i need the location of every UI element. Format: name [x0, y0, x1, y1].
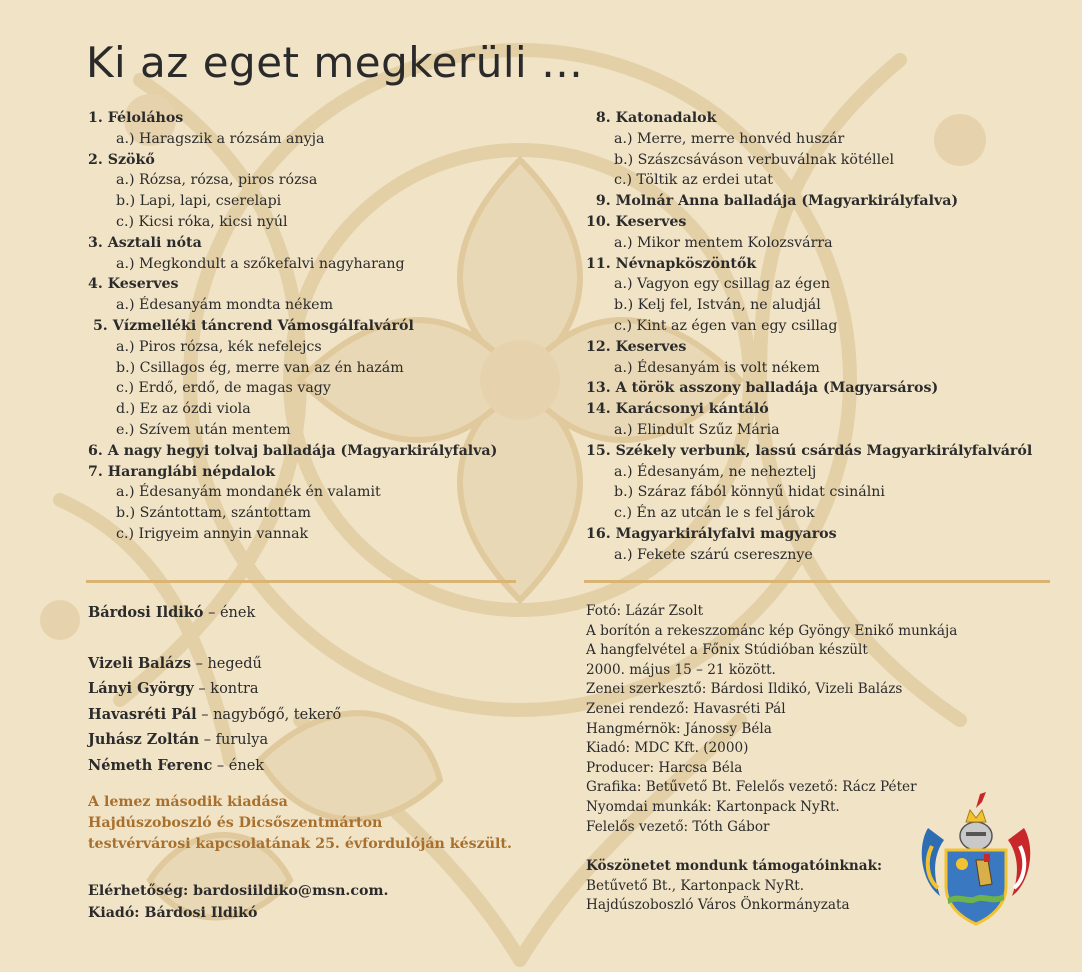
- performer-name: Lányi György: [88, 680, 194, 697]
- publisher: Kiadó: Bárdosi Ildikó: [88, 904, 258, 921]
- track-title: 12. Keserves: [586, 338, 687, 355]
- divider-left: [86, 580, 516, 583]
- track-subitem: b.) Szántottam, szántottam: [116, 505, 311, 522]
- track-subitem: b.) Száraz fából könnyű hidat csinálni: [614, 484, 885, 501]
- track-title: 15. Székely verbunk, lassú csárdás Magyarkirályfalváról: [586, 442, 1033, 459]
- contact-info: [88, 881, 388, 924]
- production-line: Felelős vezető: Tóth Gábor: [586, 818, 770, 835]
- performer: [88, 676, 341, 702]
- track-title: 10. Keserves: [586, 213, 687, 230]
- divider-right: [584, 580, 1050, 583]
- performer: [88, 600, 341, 626]
- track-subitem: a.) Megkondult a szőkefalvi nagyharang: [116, 255, 405, 272]
- performer-name: Havasréti Pál: [88, 705, 197, 723]
- production-line: A hangfelvétel a Főnix Stúdióban készült: [586, 642, 868, 659]
- production-line: Producer: Harcsa Béla: [586, 759, 743, 776]
- track-subitem: b.) Csillagos ég, merre van az én hazám: [116, 359, 404, 376]
- track-title: 4. Keserves: [88, 276, 179, 293]
- performer: [88, 753, 341, 779]
- production-line: Kiadó: MDC Kft. (2000): [586, 740, 749, 757]
- edition-note-line: A lemez második kiadása: [88, 794, 288, 810]
- track-subitem: a.) Édesanyám mondta nékem: [116, 297, 334, 314]
- performer-role: – nagybőgő, tekerő: [196, 706, 342, 723]
- track-subitem: a.) Rózsa, rózsa, piros rózsa: [116, 172, 318, 189]
- track-subitem: e.) Szívem után mentem: [116, 421, 291, 438]
- production-line: Fotó: Lázár Zsolt: [586, 603, 704, 619]
- edition-note-line: testvérvárosi kapcsolatának 25. évfordulóján készült.: [88, 836, 512, 852]
- track-title: 11. Névnapköszöntők: [586, 255, 757, 272]
- performer-role: – hegedű: [190, 655, 262, 672]
- performer: [88, 702, 341, 728]
- track-subitem: a.) Édesanyám mondanék én valamit: [116, 484, 381, 501]
- track-subitem: a.) Édesanyám, ne neheztelj: [614, 463, 817, 480]
- acknowledgements-line: Hajdúszoboszló Város Önkormányzata: [586, 897, 850, 914]
- production-line: Grafika: Betűvető Bt. Felelős vezető: Rácz Péter: [586, 779, 917, 796]
- track-subitem: c.) Irigyeim annyin vannak: [116, 525, 309, 542]
- production-line: Zenei rendező: Havasréti Pál: [586, 700, 786, 717]
- performer-role: – furulya: [199, 732, 269, 748]
- performer-name: Juhász Zoltán: [88, 731, 200, 748]
- track-subitem: a.) Elindult Szűz Mária: [614, 421, 780, 438]
- performer-name: Vizeli Balázs: [88, 654, 191, 672]
- track-subitem: c.) Kint az égen van egy csillag: [614, 317, 838, 334]
- track-title: 7. Haranglábi népdalok: [88, 463, 276, 480]
- track-title: 5. Vízmelléki táncrend Vámosgálfalváról: [88, 317, 414, 334]
- track-subitem: b.) Kelj fel, István, ne aludjál: [614, 297, 821, 314]
- spacer: [88, 626, 341, 651]
- acknowledgements-line: Betűvető Bt., Kartonpack NyRt.: [586, 877, 805, 894]
- track-subitem: d.) Ez az ózdi viola: [116, 401, 251, 418]
- page-title: Ki az eget megkerüli …: [86, 38, 584, 87]
- tracklist-right: [586, 108, 1032, 566]
- track-subitem: a.) Vagyon egy csillag az égen: [614, 276, 831, 293]
- track-subitem: b.) Szászcsáváson verbuválnak kötéllel: [614, 151, 895, 168]
- track-title: 1. Féloláhos: [88, 110, 184, 126]
- production-line: Nyomdai munkák: Kartonpack NyRt.: [586, 798, 840, 815]
- performer-role: – ének: [212, 757, 265, 774]
- performer: [88, 727, 341, 753]
- track-subitem: a.) Merre, merre honvéd huszár: [614, 130, 845, 147]
- coat-of-arms-icon: [918, 788, 1034, 928]
- track-title: 8. Katonadalok: [586, 110, 717, 126]
- production-credits: [586, 602, 957, 837]
- acknowledgements: [586, 857, 882, 916]
- edition-note-line: Hajdúszoboszló és Dicsőszentmárton: [88, 815, 383, 831]
- performer-name: Bárdosi Ildikó: [88, 604, 204, 621]
- production-line: Hangmérnök: Jánossy Béla: [586, 720, 772, 737]
- track-subitem: c.) Erdő, erdő, de magas vagy: [116, 380, 331, 397]
- track-subitem: b.) Lapi, lapi, cserelapi: [116, 193, 282, 210]
- track-title: 2. Szökő: [88, 151, 155, 168]
- track-subitem: a.) Édesanyám is volt nékem: [614, 359, 820, 376]
- performer-role: – ének: [203, 605, 256, 621]
- track-title: 3. Asztali nóta: [88, 234, 202, 251]
- track-subitem: c.) Töltik az erdei utat: [614, 172, 773, 189]
- production-line: A borítón a rekeszzománc kép Gyöngy Enikő munkája: [586, 622, 958, 639]
- track-title: 16. Magyarkirályfalvi magyaros: [586, 525, 837, 542]
- track-subitem: a.) Piros rózsa, kék nefelejcs: [116, 338, 322, 355]
- performer-name: Németh Ferenc: [88, 756, 213, 774]
- performers-list: [88, 600, 341, 778]
- track-subitem: a.) Haragszik a rózsám anyja: [116, 130, 325, 147]
- tracklist-left: [88, 108, 497, 545]
- track-title: 14. Karácsonyi kántáló: [586, 401, 769, 418]
- production-line: Zenei szerkesztő: Bárdosi Ildikó, Vizeli Balázs: [586, 681, 903, 698]
- performer: [88, 651, 341, 677]
- acknowledgements-heading: Köszönetet mondunk támogatóinknak:: [586, 858, 883, 874]
- track-subitem: c.) Én az utcán le s fel járok: [614, 505, 815, 522]
- performer-role: – kontra: [193, 681, 259, 697]
- track-subitem: a.) Fekete szárú cseresznye: [614, 546, 813, 563]
- track-subitem: a.) Mikor mentem Kolozsvárra: [614, 234, 833, 251]
- production-line: 2000. május 15 – 21 között.: [586, 661, 776, 678]
- contact-email: Elérhetőség: bardosiildiko@msn.com.: [88, 883, 389, 899]
- track-title: 9. Molnár Anna balladája (Magyarkirályfalva): [586, 193, 959, 210]
- edition-note: [88, 792, 512, 855]
- track-subitem: c.) Kicsi róka, kicsi nyúl: [116, 213, 288, 230]
- track-title: 6. A nagy hegyi tolvaj balladája (Magyarkirályfalva): [88, 442, 498, 459]
- track-title: 13. A török asszony balladája (Magyarsáros): [586, 380, 939, 397]
